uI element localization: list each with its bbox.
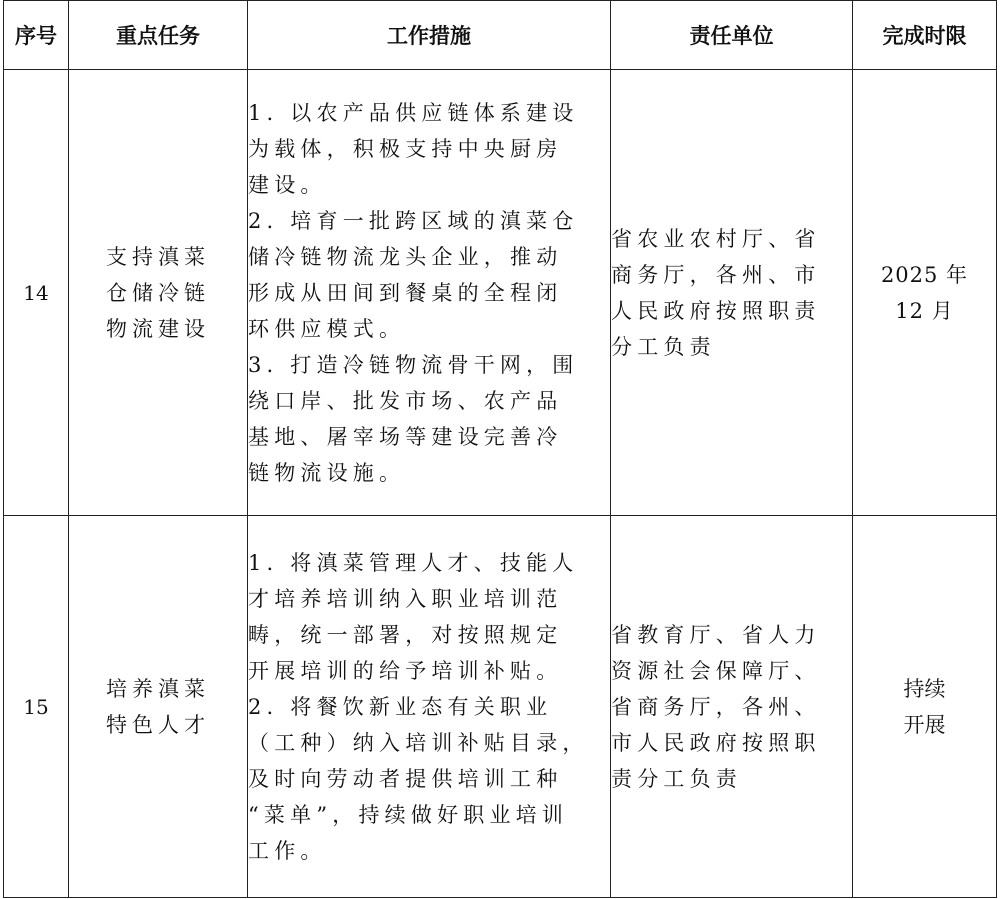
measures-cell <box>248 516 611 898</box>
deadline-line: 开展 <box>903 712 946 737</box>
unit-line: 资源社会保障厅、 <box>611 658 821 683</box>
task-cell <box>69 70 248 516</box>
measure-line: “菜单”，持续做好职业培训 <box>248 802 569 827</box>
measure-line: 才培养培训纳入职业培训范 <box>248 586 563 611</box>
unit-line: 责分工负责 <box>611 766 742 791</box>
unit-line: 人民政府按照职责 <box>611 298 821 323</box>
measure-line: 2. 培育一批跨区域的滇菜仓 <box>248 208 579 233</box>
task-table <box>3 0 997 898</box>
header-deadline: 完成时限 <box>853 1 997 70</box>
measure-line: 1. 以农产品供应链体系建设 <box>248 100 579 125</box>
task-line: 特色人才 <box>106 712 210 737</box>
measure-line: 链物流设施。 <box>248 460 406 485</box>
measures-cell <box>248 70 611 516</box>
row-number: 14 <box>4 70 69 516</box>
measure-line: 3. 打造冷链物流骨干网，围 <box>248 352 579 377</box>
measure-line: 开展培训的给予培训补贴。 <box>248 658 563 683</box>
header-no: 序号 <box>4 1 69 70</box>
deadline-line: 持续 <box>903 676 946 701</box>
task-line: 培养滇菜 <box>106 676 210 701</box>
task-cell <box>69 516 248 898</box>
measure-line: 为载体，积极支持中央厨房 <box>248 136 563 161</box>
measure-line: 建设。 <box>248 172 327 197</box>
deadline-cell <box>853 70 997 516</box>
unit-line: 省商务厅，各州、 <box>611 694 821 719</box>
header-unit: 责任单位 <box>611 1 853 70</box>
measure-line: 绕口岸、批发市场、农产品 <box>248 388 563 413</box>
unit-cell <box>611 70 853 516</box>
deadline-cell <box>853 516 997 898</box>
deadline-line: 12 月 <box>895 298 954 323</box>
measure-line: 储冷链物流龙头企业，推动 <box>248 244 563 269</box>
unit-line: 市人民政府按照职 <box>611 730 821 755</box>
header-row <box>4 1 997 70</box>
unit-line: 分工负责 <box>611 334 716 359</box>
measure-line: 基地、屠宰场等建设完善冷 <box>248 424 563 449</box>
measure-line: 1. 将滇菜管理人才、技能人 <box>248 550 579 575</box>
task-line: 物流建设 <box>106 316 210 341</box>
measure-line: 及时向劳动者提供培训工种 <box>248 766 563 791</box>
unit-line: 省农业农村厅、省 <box>611 226 821 251</box>
unit-line: 省教育厅、省人力 <box>611 622 821 647</box>
header-measures: 工作措施 <box>248 1 611 70</box>
table-row <box>4 70 997 516</box>
measure-line: 工作。 <box>248 838 327 863</box>
measure-line: 畴，统一部署，对按照规定 <box>248 622 563 647</box>
measure-line: 2. 将餐饮新业态有关职业 <box>248 694 553 719</box>
measure-line: （工种）纳入培训补贴目录， <box>248 730 589 755</box>
unit-line: 商务厅，各州、市 <box>611 262 821 287</box>
deadline-line: 2025 年 <box>880 262 969 287</box>
table-row <box>4 516 997 898</box>
task-line: 支持滇菜 <box>106 244 210 269</box>
row-number: 15 <box>4 516 69 898</box>
task-line: 仓储冷链 <box>106 280 210 305</box>
measure-line: 形成从田间到餐桌的全程闭 <box>248 280 563 305</box>
header-task: 重点任务 <box>69 1 248 70</box>
unit-cell <box>611 516 853 898</box>
measure-line: 环供应模式。 <box>248 316 406 341</box>
